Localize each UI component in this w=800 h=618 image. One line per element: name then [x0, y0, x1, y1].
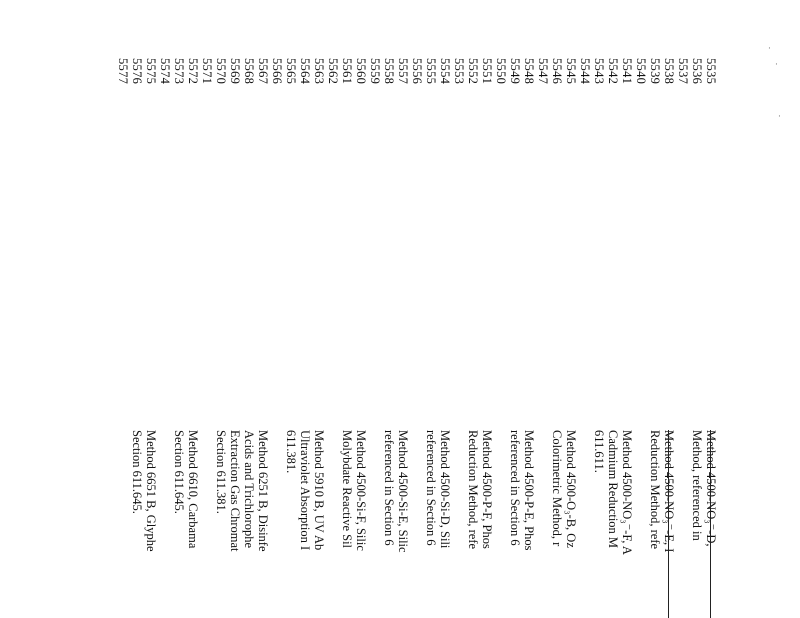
text-line: Method 4500-Si-D, Sili [438, 430, 452, 549]
line-number: 5543 [592, 58, 606, 85]
text-line: Method 6251 B, Disinfe [256, 430, 270, 552]
line-number: 5553 [452, 58, 466, 85]
line-number: 5539 [648, 58, 662, 85]
line-number: 5574 [158, 58, 172, 85]
line-number: 5577 [116, 58, 130, 85]
text-line: Section 611.645. [172, 430, 186, 514]
line-number: 5566 [270, 58, 284, 85]
paragraph [648, 430, 676, 618]
line-number: 5551 [480, 58, 494, 85]
paragraph [172, 430, 200, 618]
text-line: 611.611. [592, 430, 606, 473]
text-line: referenced in Section 6 [382, 430, 396, 546]
text-line: Method 4500-NO₃⁻-F, A [620, 430, 634, 555]
line-number: 5570 [214, 58, 228, 85]
text-line: Method, referenced in [690, 430, 704, 541]
line-number: 5535 [704, 58, 718, 85]
line-number: 5547 [536, 58, 550, 85]
line-number: 5540 [634, 58, 648, 85]
paragraph [382, 430, 410, 618]
line-number: 5562 [326, 58, 340, 85]
text-line: Section 611.381. [214, 430, 228, 514]
paragraph [592, 430, 634, 618]
line-number: 5541 [620, 58, 634, 85]
line-number: 5565 [284, 58, 298, 85]
text-line: Method 4500-O₃-B, Oz [564, 430, 578, 548]
text-line: Method 4500-Si-E, Silic [396, 430, 410, 553]
struck-text-line: Method 4500-NO₃⁻-D, [704, 430, 718, 618]
text-line: Method 5910 B, UV Ab [312, 430, 326, 551]
line-number: 5571 [200, 58, 214, 85]
line-number: 5569 [228, 58, 242, 85]
line-number: 5561 [340, 58, 354, 85]
line-number: 5549 [508, 58, 522, 85]
paragraph [466, 430, 494, 618]
line-number: 5573 [172, 58, 186, 85]
line-number: 5575 [144, 58, 158, 85]
line-number: 5554 [438, 58, 452, 85]
line-number: 5544 [578, 58, 592, 85]
text-line: Cadmium Reduction M [606, 430, 620, 549]
text-line: Molybdate Reactive Sil [340, 430, 354, 549]
paragraph [550, 430, 578, 618]
line-number: 5537 [676, 58, 690, 85]
text-line: referenced in Section 6 [424, 430, 438, 546]
line-number: 5563 [312, 58, 326, 85]
line-number: 5556 [410, 58, 424, 85]
text-line: Ultraviolet Absorption I [298, 430, 312, 551]
line-number: 5550 [494, 58, 508, 85]
line-number: 5552 [466, 58, 480, 85]
paragraph [130, 430, 158, 618]
line-number: 5564 [298, 58, 312, 85]
scan-speck: · [775, 60, 778, 70]
line-number: 5546 [550, 58, 564, 85]
scan-speck: · [768, 44, 771, 54]
text-line: Method 4500-Si-F, Silic [354, 430, 368, 551]
text-line: Reduction Method, refe [648, 430, 662, 550]
text-line: Method 4500-P-F, Phos [480, 430, 494, 549]
paragraph [508, 430, 536, 618]
paragraph [424, 430, 452, 618]
text-line: Reduction Method, refe [466, 430, 480, 550]
text-line: Extraction Gas Chromat [228, 430, 242, 552]
text-line: Section 611.645. [130, 430, 144, 514]
text-line: Method 6651 B, Glyphe [144, 430, 158, 552]
line-number: 5560 [354, 58, 368, 85]
struck-text-line: Method 4500-NO₃⁻-E, I [662, 430, 676, 618]
paragraph [340, 430, 368, 618]
paragraph [690, 430, 718, 618]
line-number: 5572 [186, 58, 200, 85]
paragraph [284, 430, 326, 618]
line-number: 5536 [690, 58, 704, 85]
line-number: 5538 [662, 58, 676, 85]
line-number: 5545 [564, 58, 578, 85]
line-number: 5558 [382, 58, 396, 85]
text-line: Acids and Trichlorophe [242, 430, 256, 549]
line-number: 5559 [368, 58, 382, 85]
scan-speck: · [778, 112, 781, 122]
line-number: 5555 [424, 58, 438, 85]
line-number: 5567 [256, 58, 270, 85]
paragraph [214, 430, 270, 618]
text-line: Colorimetric Method, r [550, 430, 564, 547]
text-line: Method 4500-P-E, Phos [522, 430, 536, 551]
line-number: 5576 [130, 58, 144, 85]
text-line: 611.381. [284, 430, 298, 474]
line-number: 5568 [242, 58, 256, 85]
text-line: Method 6610, Carbama [186, 430, 200, 549]
text-line: referenced in Section 6 [508, 430, 522, 546]
line-number: 5548 [522, 58, 536, 85]
line-number: 5557 [396, 58, 410, 85]
line-number: 5542 [606, 58, 620, 85]
